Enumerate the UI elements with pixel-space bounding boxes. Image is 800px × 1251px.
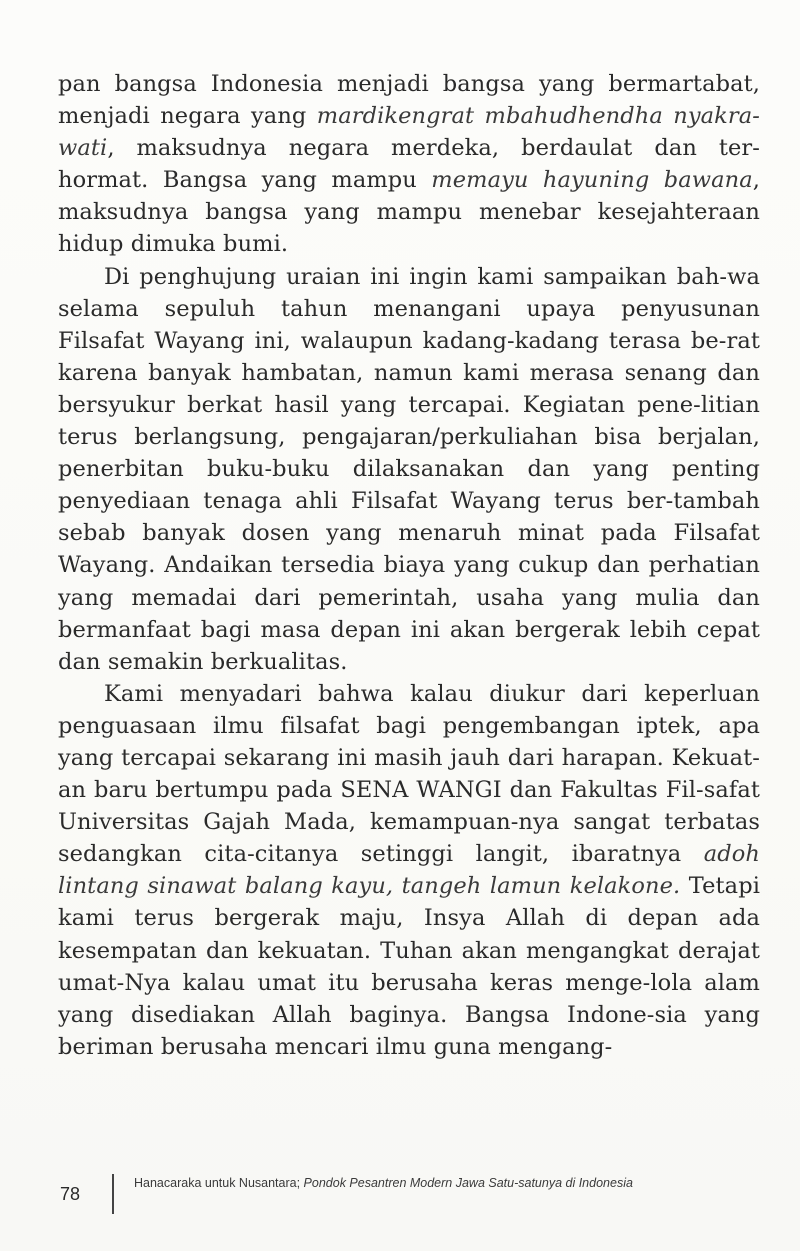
footer-divider (112, 1174, 114, 1214)
paragraph (58, 68, 760, 261)
text-run: Tetapi kami terus bergerak maju, Insya Allah di depan ada kesempatan dan kekuatan. Tuhan akan mengangkat derajat umat-Nya kalau umat itu berusaha keras menge-lola alam yang disediakan Allah baginya. Bangsa Indone-sia yang beriman berusaha mencari ilmu guna mengang- (58, 873, 760, 1060)
text-run: , maksudnya negara merdeka, berdaulat dan ter-hormat. Bangsa yang mampu (58, 135, 760, 194)
italic-phrase: memayu hayuning bawana (431, 167, 753, 194)
paragraph (58, 678, 760, 1063)
body-text (58, 68, 760, 1063)
paragraph (58, 261, 760, 678)
italic-phrase: mardikengrat mbahudhendha nyakra-wati (58, 103, 760, 162)
text-run: Kami menyadari bahwa kalau diukur dari keperluan penguasaan ilmu filsafat bagi pengembangan iptek, apa yang tercapai sekarang ini masih jauh dari harapan. Kekuat-an baru bertumpu pada SENA WANGI dan Fakultas Fil-safat Universitas Gajah Mada, kemampuan-nya sangat terbatas sedangkan cita-citanya setinggi langit, ibaratnya (58, 680, 760, 868)
caption-prefix: Hanacaraka untuk Nusantara; (134, 1176, 304, 1190)
running-footer-caption (134, 1176, 633, 1191)
page-footer (60, 1172, 760, 1220)
text-run: , maksudnya bangsa yang mampu menebar kesejahteraan hidup dimuka bumi. (58, 167, 760, 258)
text-run: pan bangsa Indonesia menjadi bangsa yang bermartabat, menjadi negara yang (58, 71, 760, 130)
italic-phrase: adoh lintang sinawat balang kayu, tangeh lamun kelakone. (58, 841, 760, 900)
caption-italic: Pondok Pesantren Modern Jawa Satu-satunya di Indonesia (303, 1176, 633, 1190)
page-number: 78 (60, 1184, 81, 1204)
text-run: Di penghujung uraian ini ingin kami sampaikan bah-wa selama sepuluh tahun menangani upaya penyusunan Filsafat Wayang ini, walaupun kadang-kadang terasa be-rat karena banyak hambatan, namun kami merasa senang dan bersyukur berkat hasil yang tercapai. Kegiatan pene-litian terus berlangsung, pengajaran/perkuliahan bisa berjalan, penerbitan buku-buku dilaksanakan dan yang penting penyediaan tenaga ahli Filsafat Wayang terus ber-tambah sebab banyak dosen yang menaruh minat pada Filsafat Wayang. Andaikan tersedia biaya yang cukup dan perhatian yang memadai dari pemerintah, usaha yang mulia dan bermanfaat bagi masa depan ini akan bergerak lebih cepat dan semakin berkualitas. (58, 263, 760, 675)
